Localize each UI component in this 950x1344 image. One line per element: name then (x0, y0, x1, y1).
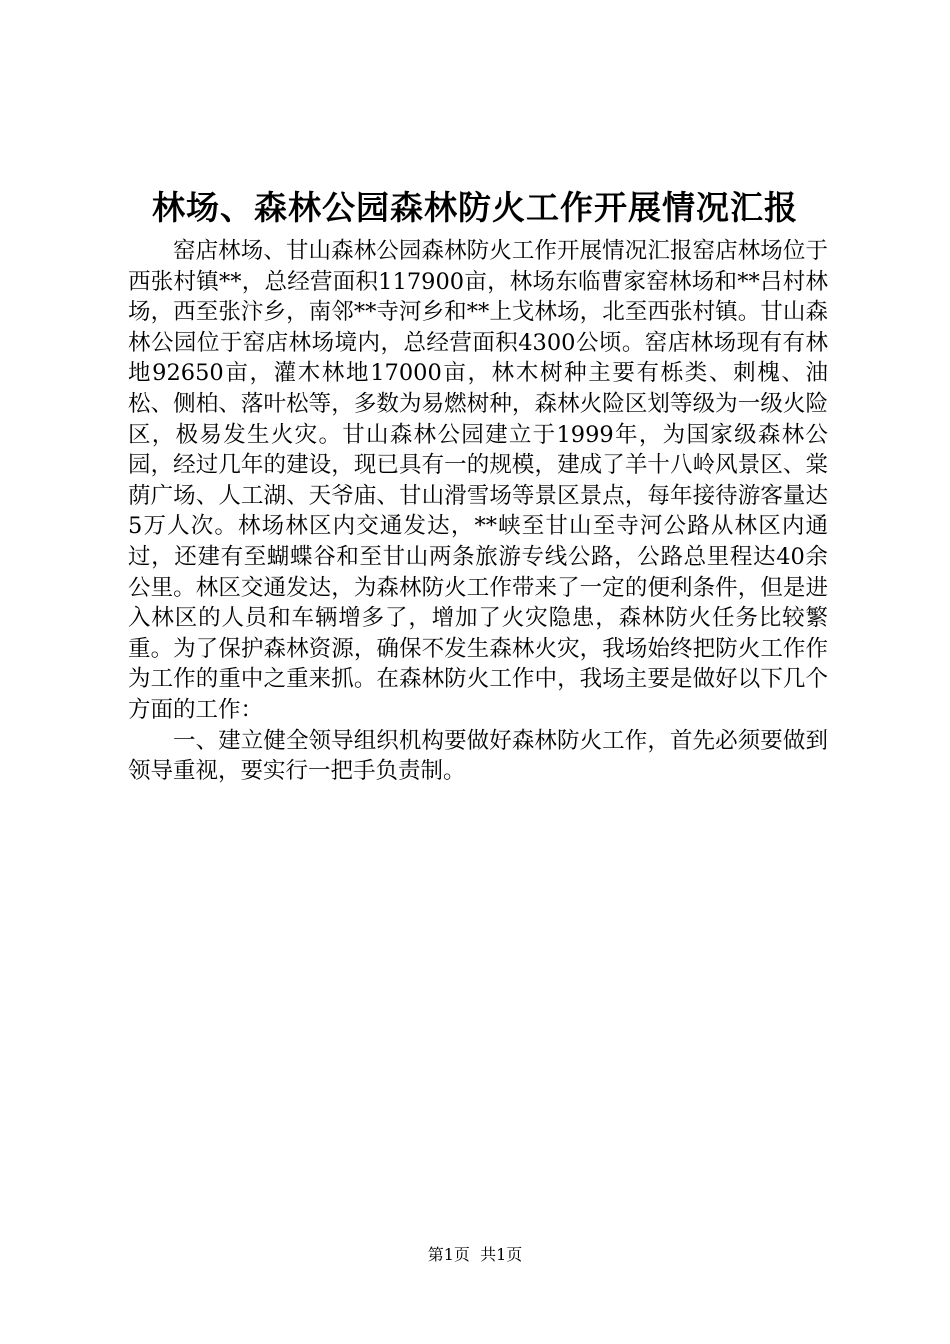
document-title: 林场、森林公园森林防火工作开展情况汇报 (152, 188, 798, 227)
document-body (128, 236, 828, 787)
body-paragraph-1: 窑店林场、甘山森林公园森林防火工作开展情况汇报窑店林场位于西张村镇**，总经营面积117900亩，林场东临曹家窑林场和**吕村林场，西至张汴乡，南邻**寺河乡和**上戈林场，北至西张村镇。甘山森林公园位于窑店林场境内，总经营面积4300公顷。窑店林场现有有林地92650亩，灌木林地17000亩，林木树种主要有栎类、刺槐、油松、侧柏、落叶松等，多数为易燃树种，森林火险区划等级为一级火险区，极易发生火灾。甘山森林公园建立于1999年，为国家级森林公园，经过几年的建设，现已具有一的规模，建成了羊十八岭风景区、棠荫广场、人工湖、天爷庙、甘山滑雪场等景区景点，每年接待游客量达5万人次。林场林区内交通发达，**峡至甘山至寺河公路从林区内通过，还建有至蝴蝶谷和至甘山两条旅游专线公路，公路总里程达40余公里。林区交通发达，为森林防火工作带来了一定的便利条件，但是进入林区的人员和车辆增多了，增加了火灾隐患，森林防火任务比较繁重。为了保护森林资源，确保不发生森林火灾，我场始终把防火工作作为工作的重中之重来抓。在森林防火工作中，我场主要是做好以下几个方面的工作： (128, 238, 828, 723)
page-footer: 第1页 共1页 (427, 1245, 523, 1264)
body-paragraph-2: 一、建立健全领导组织机构要做好森林防火工作，首先必须要做到领导重视，要实行一把手负责制。 (128, 727, 828, 785)
